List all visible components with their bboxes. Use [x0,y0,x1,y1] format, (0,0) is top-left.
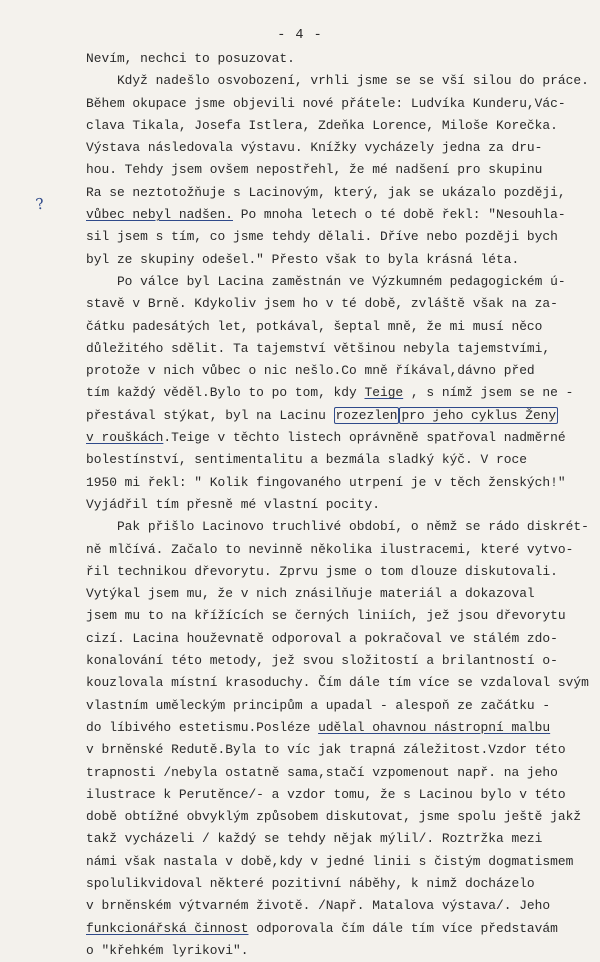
margin-note: ? [34,194,46,214]
text-segment: takž vycházeli / každý se tehdy nějak mýlil/. Roztržka mezi [86,831,543,847]
text-segment: tím každý věděl.Bylo to po tom, kdy [86,385,365,401]
text-line [86,784,596,806]
document-body [86,48,596,962]
text-segment: přestával stýkat, byl na Lacinu [86,407,334,423]
text-line [86,226,596,248]
text-line [86,605,596,627]
text-line [86,48,596,70]
text-line [86,70,596,92]
text-segment: cizí. Lacina houževnatě odporoval a pokračoval ve stálém zdo- [86,630,558,646]
text-segment: čátku padesátých let, potkával, šeptal mně, že mi musí něco [86,318,543,334]
text-line [86,338,596,360]
text-segment: sil jsem s tím, co jsme tehdy dělali. Dříve nebo později bych [86,229,558,245]
text-segment: 1950 mi řekl: " Kolik fingovaného utrpení je v těch ženských!" [86,474,566,490]
text-line [86,672,596,694]
text-line [86,940,596,962]
text-line [86,405,596,427]
underlined-text: vůbec nebyl nadšen. [86,207,233,223]
text-segment: Když nadešlo osvobození, vrhli jsme se se vší silou do práce. [86,73,589,89]
text-line [86,851,596,873]
text-line [86,762,596,784]
text-line [86,93,596,115]
text-line [86,695,596,717]
text-segment: trapnosti /nebyla ostatně sama,stačí vzpomenout např. na jeho [86,764,558,780]
boxed-text: pro jeho cyklus Ženy [401,407,557,423]
text-segment: Ra se neztotožňuje s Lacinovým, který, jak se ukázalo později, [86,184,566,200]
underlined-text: funkcionářská činnost [86,920,249,936]
text-line [86,204,596,226]
text-line [86,828,596,850]
text-segment: protože v nich vůbec o nic nešlo.Co mně říkával,dávno před [86,363,535,379]
text-segment: kouzlovala místní krasoduchy. Čím dále tím více se vzdaloval svým [86,675,589,691]
text-line [86,561,596,583]
text-segment: o "křehkém lyrikovi". [86,942,249,958]
text-line [86,382,596,404]
text-line [86,472,596,494]
text-segment: , s nímž jsem se ne - [403,385,574,401]
text-line [86,717,596,739]
text-line [86,182,596,204]
text-segment: době obtížné obvyklým způsobem diskutovat, jsme spolu ještě jakž [86,809,582,825]
text-line [86,895,596,917]
text-line [86,271,596,293]
text-segment: v brněnské Redutě.Byla to víc jak trapná záležitost.Vzdor této [86,742,566,758]
text-segment: Pak přišlo Lacinovo truchlivé období, o němž se rádo diskrét- [86,519,589,535]
text-segment: konalování této metody, jež svou složitostí a brilantností o- [86,653,558,669]
text-segment: byl ze skupiny odešel." Přesto však to byla krásná léta. [86,251,520,267]
text-line [86,628,596,650]
text-line [86,360,596,382]
text-segment: do líbivého estetismu.Posléze [86,719,319,735]
text-line [86,159,596,181]
text-line [86,316,596,338]
text-line [86,249,596,271]
text-segment: .Teige v těchto listech oprávněně spatřoval nadměrné [163,430,566,446]
text-line [86,137,596,159]
underlined-text: v rouškách [86,430,164,446]
text-line [86,806,596,828]
text-segment: bolestínství, sentimentalitu a bezmála sladký kýč. V roce [86,452,527,468]
underlined-text: udělal ohavnou nástropní malbu [318,719,551,735]
text-segment: Během okupace jsme objevili nové přátele: Ludvíka Kunderu,Vác- [86,95,566,111]
text-segment: jsem mu to na křížících se černých liniích, jež jsou dřevorytu [86,608,566,624]
text-line [86,427,596,449]
text-segment: řil technikou dřevorytu. Zprvu jsme o tom dlouze diskutovali. [86,563,558,579]
text-segment: odporovala čím dále tím více představám [248,920,558,936]
text-line [86,115,596,137]
page-number: - 4 - [277,28,323,43]
text-segment: Po válce byl Lacina zaměstnán ve Výzkumném pedagogickém ú- [86,273,566,289]
underlined-text: Teige [364,385,404,401]
text-segment: důležitého sdělit. Ta tajemství většinou nebyla tajemstvími, [86,340,551,356]
text-segment: námi však nastala v době,kdy v jedné linii s čistým dogmatismem [86,853,574,869]
text-segment: Vytýkal jsem mu, že v nich znásilňuje materiál a dokazoval [86,586,535,602]
text-line [86,539,596,561]
boxed-text: rozezlen [335,407,398,423]
text-line [86,739,596,761]
text-segment: Vyjádřil tím přesně mé vlastní pocity. [86,496,380,512]
text-line [86,293,596,315]
text-segment: clava Tikala, Josefa Istlera, Zdeňka Lorence, Miloše Korečka. [86,117,558,133]
text-line [86,494,596,516]
text-segment: vlastním uměleckým principům a upadal - alespoň ze začátku - [86,697,551,713]
text-segment: v brněnském výtvarném životě. /Např. Matalova výstava/. Jeho [86,898,551,914]
text-line [86,650,596,672]
text-segment: spolulikvidoval některé pozitivní náběhy, k nimž docházelo [86,875,535,891]
text-segment: Po mnoha letech o té době řekl: "Nesouhla- [232,207,566,223]
text-segment: hou. Tehdy jsem ovšem nepostřehl, že mé nadšení pro skupinu [86,162,543,178]
text-line [86,873,596,895]
text-segment: Nevím, nechci to posuzovat. [86,51,295,66]
text-segment: Výstava následovala výstavu. Knížky vycházely jedna za dru- [86,140,543,156]
text-segment: ně mlčívá. Začalo to nevinně několika ilustracemi, které vytvo- [86,541,574,557]
text-segment: stavě v Brně. Kdykoliv jsem ho v té době, zvláště však na za- [86,296,558,312]
text-line [86,449,596,471]
text-line [86,583,596,605]
text-line [86,918,596,940]
text-segment: ilustrace k Perutěnce/- a vzdor tomu, že s Lacinou bylo v této [86,786,566,802]
text-line [86,516,596,538]
